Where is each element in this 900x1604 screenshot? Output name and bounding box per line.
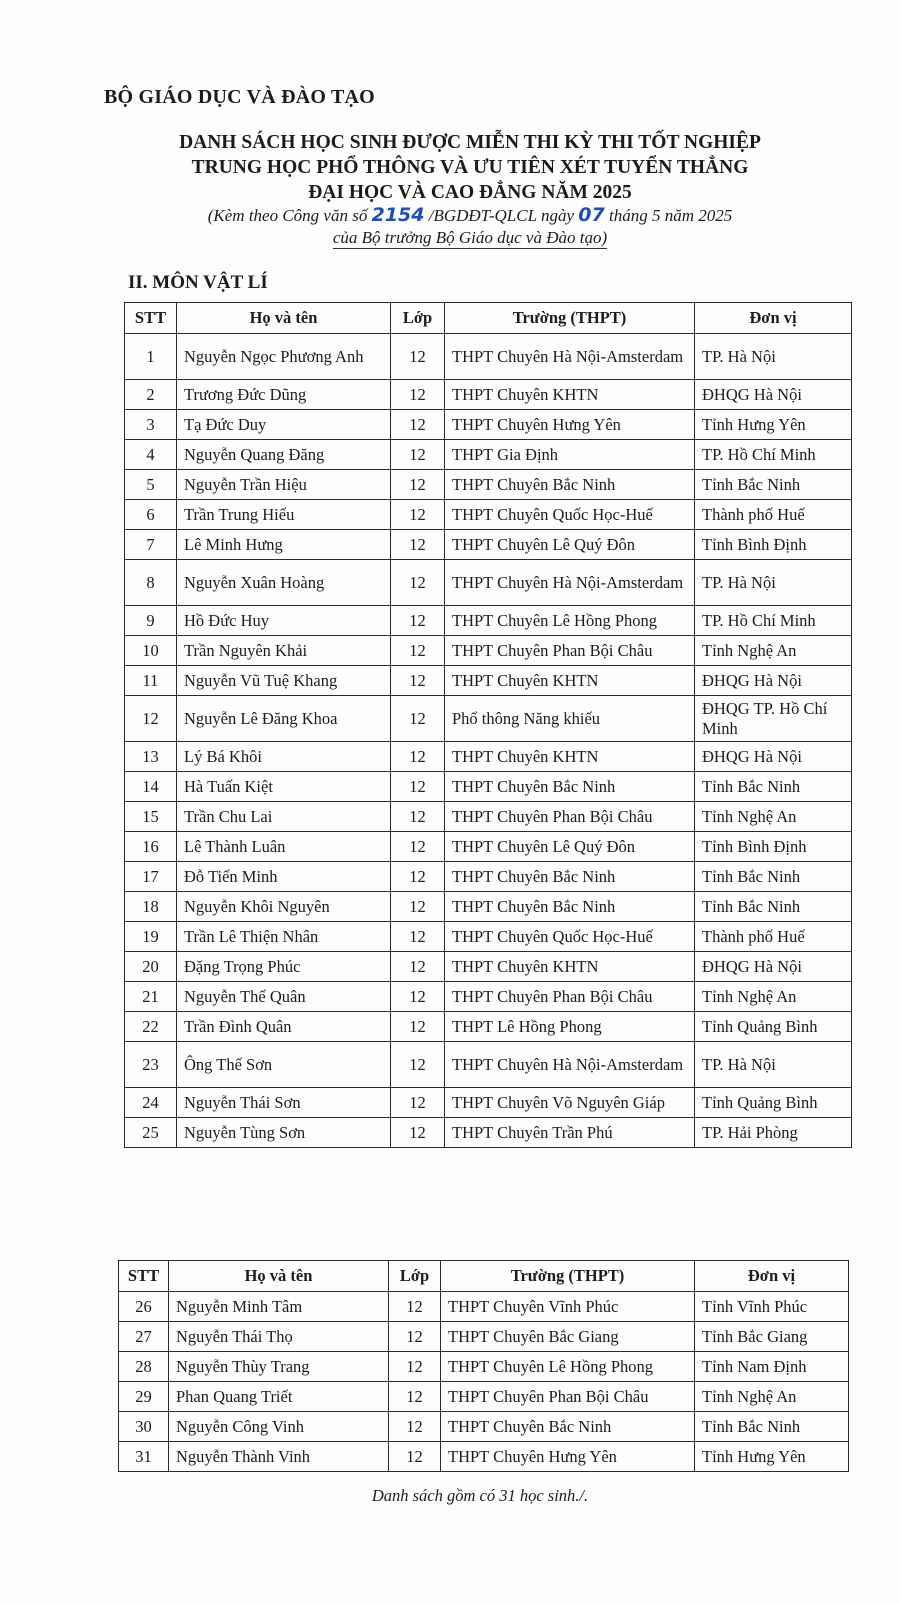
cell-class: 12 — [391, 560, 445, 606]
cell-stt: 7 — [125, 530, 177, 560]
cell-unit: TP. Hà Nội — [695, 1042, 852, 1088]
table-row — [125, 380, 852, 410]
student-table-page2 — [118, 1260, 849, 1472]
col-name: Họ và tên — [169, 1261, 389, 1292]
cell-stt: 22 — [125, 1012, 177, 1042]
table-row — [125, 742, 852, 772]
cell-class: 12 — [391, 1088, 445, 1118]
document-subtitle — [130, 204, 810, 249]
cell-unit: Tỉnh Hưng Yên — [695, 1442, 849, 1472]
cell-name: Nguyễn Thùy Trang — [169, 1352, 389, 1382]
cell-unit: Tỉnh Bắc Ninh — [695, 892, 852, 922]
cell-school: THPT Chuyên Lê Hồng Phong — [441, 1352, 695, 1382]
cell-name: Nguyễn Xuân Hoàng — [177, 560, 391, 606]
cell-school: THPT Chuyên Võ Nguyên Giáp — [445, 1088, 695, 1118]
cell-school: THPT Chuyên Quốc Học-Huế — [445, 500, 695, 530]
cell-stt: 5 — [125, 470, 177, 500]
cell-unit: Thành phố Huế — [695, 922, 852, 952]
cell-school: THPT Chuyên KHTN — [445, 380, 695, 410]
cell-class: 12 — [391, 862, 445, 892]
table-row — [125, 696, 852, 742]
cell-class: 12 — [391, 802, 445, 832]
cell-stt: 16 — [125, 832, 177, 862]
cell-stt: 6 — [125, 500, 177, 530]
cell-name: Trần Nguyên Khải — [177, 636, 391, 666]
cell-class: 12 — [389, 1412, 441, 1442]
table-row — [119, 1292, 849, 1322]
document-title — [130, 130, 810, 205]
cell-stt: 27 — [119, 1322, 169, 1352]
cell-unit: Tỉnh Vĩnh Phúc — [695, 1292, 849, 1322]
cell-unit: ĐHQG TP. Hồ Chí Minh — [695, 696, 852, 742]
cell-unit: Thành phố Huế — [695, 500, 852, 530]
cell-class: 12 — [391, 500, 445, 530]
table-row — [125, 666, 852, 696]
cell-class: 12 — [391, 922, 445, 952]
cell-unit: ĐHQG Hà Nội — [695, 952, 852, 982]
table-row — [125, 922, 852, 952]
cell-unit: Tỉnh Bắc Giang — [695, 1322, 849, 1352]
cell-name: Lê Thành Luân — [177, 832, 391, 862]
cell-unit: Tỉnh Nghệ An — [695, 1382, 849, 1412]
cell-class: 12 — [391, 410, 445, 440]
col-class: Lớp — [391, 303, 445, 334]
cell-name: Lê Minh Hưng — [177, 530, 391, 560]
table-row — [125, 334, 852, 380]
page-break-gap — [0, 1178, 900, 1230]
cell-name: Nguyễn Trần Hiệu — [177, 470, 391, 500]
cell-stt: 21 — [125, 982, 177, 1012]
cell-school: THPT Chuyên Lê Quý Đôn — [445, 832, 695, 862]
cell-stt: 23 — [125, 1042, 177, 1088]
cell-stt: 8 — [125, 560, 177, 606]
cell-stt: 19 — [125, 922, 177, 952]
cell-school: Phổ thông Năng khiếu — [445, 696, 695, 742]
cell-school: THPT Chuyên KHTN — [445, 666, 695, 696]
cell-unit: Tỉnh Bắc Ninh — [695, 470, 852, 500]
cell-stt: 1 — [125, 334, 177, 380]
cell-unit: Tỉnh Bắc Ninh — [695, 862, 852, 892]
cell-class: 12 — [391, 530, 445, 560]
cell-stt: 29 — [119, 1382, 169, 1412]
table-row — [125, 440, 852, 470]
cell-class: 12 — [391, 636, 445, 666]
cell-stt: 25 — [125, 1118, 177, 1148]
section-title: II. MÔN VẬT LÍ — [128, 272, 268, 293]
cell-stt: 26 — [119, 1292, 169, 1322]
table-row — [125, 530, 852, 560]
cell-school: THPT Chuyên Bắc Ninh — [445, 892, 695, 922]
cell-stt: 17 — [125, 862, 177, 892]
table-row — [125, 1118, 852, 1148]
cell-stt: 9 — [125, 606, 177, 636]
cell-class: 12 — [391, 1012, 445, 1042]
cell-class: 12 — [391, 380, 445, 410]
cell-unit: Tỉnh Quảng Bình — [695, 1012, 852, 1042]
col-stt: STT — [125, 303, 177, 334]
cell-stt: 30 — [119, 1412, 169, 1442]
cell-class: 12 — [391, 742, 445, 772]
col-class: Lớp — [389, 1261, 441, 1292]
cell-name: Phan Quang Triết — [169, 1382, 389, 1412]
cell-unit: Tỉnh Bắc Ninh — [695, 772, 852, 802]
table-row — [125, 862, 852, 892]
cell-stt: 13 — [125, 742, 177, 772]
cell-class: 12 — [391, 772, 445, 802]
cell-class: 12 — [391, 1042, 445, 1088]
cell-unit: TP. Hà Nội — [695, 560, 852, 606]
table-row — [125, 772, 852, 802]
cell-name: Nguyễn Vũ Tuệ Khang — [177, 666, 391, 696]
cell-stt: 10 — [125, 636, 177, 666]
cell-unit: Tỉnh Nghệ An — [695, 982, 852, 1012]
cell-name: Nguyễn Công Vinh — [169, 1412, 389, 1442]
cell-school: THPT Chuyên Hưng Yên — [441, 1442, 695, 1472]
cell-unit: Tỉnh Bình Định — [695, 530, 852, 560]
ministry-name: BỘ GIÁO DỤC VÀ ĐÀO TẠO — [104, 86, 375, 108]
cell-school: THPT Chuyên Hà Nội-Amsterdam — [445, 1042, 695, 1088]
cell-class: 12 — [389, 1292, 441, 1322]
dispatch-number-handwritten: 2154 — [371, 204, 425, 226]
cell-school: THPT Chuyên Hà Nội-Amsterdam — [445, 560, 695, 606]
student-table-page1 — [124, 302, 852, 1148]
cell-school: THPT Chuyên Phan Bội Châu — [445, 982, 695, 1012]
subtitle-mid: /BGDĐT-QLCL ngày — [428, 206, 575, 225]
cell-class: 12 — [391, 334, 445, 380]
title-line-3: ĐẠI HỌC VÀ CAO ĐẲNG NĂM 2025 — [308, 182, 632, 203]
table-row — [119, 1412, 849, 1442]
cell-class: 12 — [391, 470, 445, 500]
title-line-1: DANH SÁCH HỌC SINH ĐƯỢC MIỄN THI KỲ THI TỐT NGHIỆP — [179, 132, 761, 153]
cell-school: THPT Chuyên Bắc Giang — [441, 1322, 695, 1352]
cell-school: THPT Chuyên Bắc Ninh — [441, 1412, 695, 1442]
col-unit: Đơn vị — [695, 303, 852, 334]
cell-name: Nguyễn Lê Đăng Khoa — [177, 696, 391, 742]
table-row — [125, 470, 852, 500]
cell-unit: Tỉnh Nam Định — [695, 1352, 849, 1382]
table-header-row — [125, 303, 852, 334]
cell-unit: Tỉnh Bình Định — [695, 832, 852, 862]
cell-name: Nguyễn Ngọc Phương Anh — [177, 334, 391, 380]
cell-unit: ĐHQG Hà Nội — [695, 666, 852, 696]
cell-school: THPT Chuyên Phan Bội Châu — [445, 802, 695, 832]
table-row — [119, 1442, 849, 1472]
subtitle-prefix: (Kèm theo Công văn số — [207, 206, 368, 225]
cell-unit: Tỉnh Hưng Yên — [695, 410, 852, 440]
cell-school: THPT Chuyên Bắc Ninh — [445, 772, 695, 802]
cell-unit: TP. Hồ Chí Minh — [695, 440, 852, 470]
cell-school: THPT Chuyên Phan Bội Châu — [441, 1382, 695, 1412]
cell-school: THPT Chuyên Phan Bội Châu — [445, 636, 695, 666]
cell-school: THPT Chuyên Quốc Học-Huế — [445, 922, 695, 952]
table-row — [125, 832, 852, 862]
cell-class: 12 — [391, 832, 445, 862]
cell-stt: 11 — [125, 666, 177, 696]
cell-unit: ĐHQG Hà Nội — [695, 380, 852, 410]
cell-name: Trương Đức Dũng — [177, 380, 391, 410]
cell-stt: 20 — [125, 952, 177, 982]
cell-name: Đặng Trọng Phúc — [177, 952, 391, 982]
cell-school: THPT Chuyên KHTN — [445, 742, 695, 772]
cell-stt: 2 — [125, 380, 177, 410]
cell-class: 12 — [391, 982, 445, 1012]
cell-stt: 14 — [125, 772, 177, 802]
cell-school: THPT Chuyên Vĩnh Phúc — [441, 1292, 695, 1322]
cell-name: Lý Bá Khôi — [177, 742, 391, 772]
cell-school: THPT Gia Định — [445, 440, 695, 470]
table-row — [125, 1088, 852, 1118]
cell-class: 12 — [391, 1118, 445, 1148]
cell-stt: 15 — [125, 802, 177, 832]
cell-stt: 18 — [125, 892, 177, 922]
col-school: Trường (THPT) — [441, 1261, 695, 1292]
cell-name: Trần Lê Thiện Nhân — [177, 922, 391, 952]
table-row — [119, 1382, 849, 1412]
col-stt: STT — [119, 1261, 169, 1292]
table-row — [125, 1012, 852, 1042]
cell-school: THPT Chuyên Hà Nội-Amsterdam — [445, 334, 695, 380]
cell-unit: TP. Hà Nội — [695, 334, 852, 380]
cell-stt: 3 — [125, 410, 177, 440]
cell-school: THPT Chuyên Lê Quý Đôn — [445, 530, 695, 560]
cell-class: 12 — [389, 1322, 441, 1352]
cell-stt: 31 — [119, 1442, 169, 1472]
cell-school: THPT Chuyên Bắc Ninh — [445, 862, 695, 892]
col-name: Họ và tên — [177, 303, 391, 334]
cell-unit: Tỉnh Nghệ An — [695, 636, 852, 666]
cell-class: 12 — [389, 1352, 441, 1382]
cell-name: Nguyễn Quang Đăng — [177, 440, 391, 470]
cell-name: Hồ Đức Huy — [177, 606, 391, 636]
cell-name: Nguyễn Thế Quân — [177, 982, 391, 1012]
table-row — [125, 1042, 852, 1088]
cell-class: 12 — [391, 440, 445, 470]
cell-class: 12 — [391, 952, 445, 982]
cell-class: 12 — [389, 1382, 441, 1412]
table-row — [125, 636, 852, 666]
cell-name: Tạ Đức Duy — [177, 410, 391, 440]
table-header-row — [119, 1261, 849, 1292]
cell-name: Nguyễn Tùng Sơn — [177, 1118, 391, 1148]
cell-name: Trần Chu Lai — [177, 802, 391, 832]
cell-stt: 4 — [125, 440, 177, 470]
col-unit: Đơn vị — [695, 1261, 849, 1292]
cell-school: THPT Chuyên Lê Hồng Phong — [445, 606, 695, 636]
cell-school: THPT Chuyên Bắc Ninh — [445, 470, 695, 500]
cell-class: 12 — [391, 606, 445, 636]
cell-name: Trần Đình Quân — [177, 1012, 391, 1042]
cell-class: 12 — [391, 892, 445, 922]
col-school: Trường (THPT) — [445, 303, 695, 334]
cell-name: Hà Tuấn Kiệt — [177, 772, 391, 802]
cell-name: Nguyễn Minh Tâm — [169, 1292, 389, 1322]
table-row — [125, 606, 852, 636]
table-row — [125, 802, 852, 832]
cell-school: THPT Chuyên KHTN — [445, 952, 695, 982]
cell-school: THPT Lê Hồng Phong — [445, 1012, 695, 1042]
cell-stt: 12 — [125, 696, 177, 742]
cell-unit: TP. Hồ Chí Minh — [695, 606, 852, 636]
subtitle-authority: của Bộ trưởng Bộ Giáo dục và Đào tạo) — [332, 228, 608, 247]
cell-class: 12 — [389, 1442, 441, 1472]
dispatch-day-handwritten: 07 — [578, 204, 605, 226]
table-row — [119, 1322, 849, 1352]
subtitle-suffix: tháng 5 năm 2025 — [609, 206, 733, 225]
cell-name: Trần Trung Hiếu — [177, 500, 391, 530]
table-row — [119, 1352, 849, 1382]
table-row — [125, 560, 852, 606]
list-total-note: Danh sách gồm có 31 học sinh./. — [371, 1486, 589, 1505]
cell-stt: 24 — [125, 1088, 177, 1118]
cell-class: 12 — [391, 696, 445, 742]
table-row — [125, 952, 852, 982]
cell-name: Đỗ Tiến Minh — [177, 862, 391, 892]
subtitle-line-1 — [130, 204, 810, 227]
table-row — [125, 500, 852, 530]
cell-class: 12 — [391, 666, 445, 696]
cell-unit: Tỉnh Bắc Ninh — [695, 1412, 849, 1442]
cell-name: Nguyễn Thái Sơn — [177, 1088, 391, 1118]
cell-unit: TP. Hải Phòng — [695, 1118, 852, 1148]
cell-unit: Tỉnh Quảng Bình — [695, 1088, 852, 1118]
table-row — [125, 982, 852, 1012]
cell-name: Nguyễn Thành Vinh — [169, 1442, 389, 1472]
table-row — [125, 892, 852, 922]
cell-unit: ĐHQG Hà Nội — [695, 742, 852, 772]
subtitle-line-2 — [130, 227, 810, 249]
cell-school: THPT Chuyên Hưng Yên — [445, 410, 695, 440]
cell-stt: 28 — [119, 1352, 169, 1382]
title-line-2: TRUNG HỌC PHỔ THÔNG VÀ ƯU TIÊN XÉT TUYỂN THẲNG — [191, 157, 749, 178]
cell-name: Ông Thế Sơn — [177, 1042, 391, 1088]
cell-name: Nguyễn Khôi Nguyên — [177, 892, 391, 922]
table-row — [125, 410, 852, 440]
cell-school: THPT Chuyên Trần Phú — [445, 1118, 695, 1148]
cell-unit: Tỉnh Nghệ An — [695, 802, 852, 832]
cell-name: Nguyễn Thái Thọ — [169, 1322, 389, 1352]
